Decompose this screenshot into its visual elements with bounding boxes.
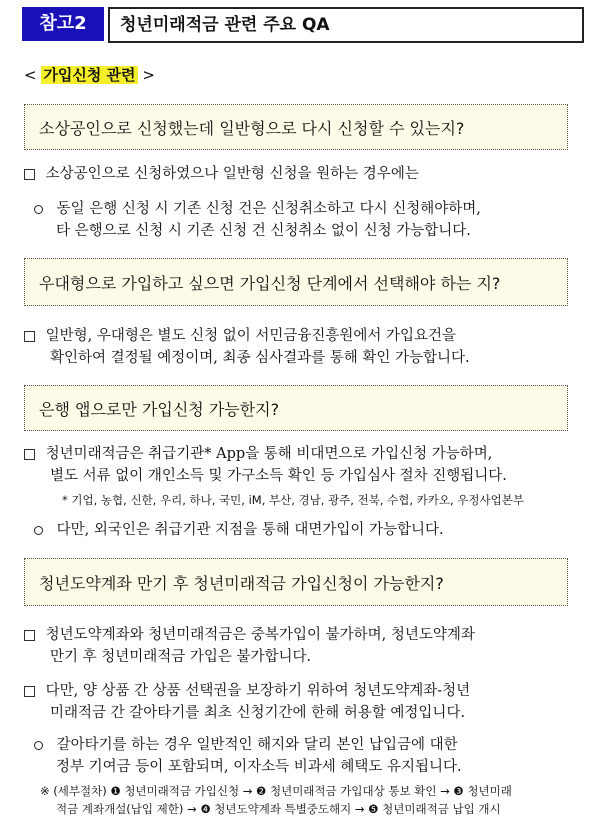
paragraph-text: 일반형, 우대형은 별도 신청 없이 서민금융진흥원에서 가입요건을 (45, 328, 457, 344)
sub-paragraph (34, 198, 594, 242)
question-text: 우대형으로 가입하고 싶으면 가입신청 단계에서 선택해야 하는 지? (39, 273, 501, 293)
circle-bullet-icon (34, 526, 43, 535)
circle-bullet-icon (34, 205, 43, 214)
checkbox-square-icon (24, 449, 35, 460)
question-box-1 (24, 104, 568, 150)
paragraph-text: 다만, 외국인은 취급기관 지점을 통해 대면가입이 가능합니다. (56, 522, 444, 538)
paragraph-text: 확인하여 결정될 예정이며, 최종 심사결과를 통해 확인 가능합니다. (50, 350, 470, 366)
question-text: 은행 앱으로만 가입신청 가능한지? (39, 399, 280, 419)
paragraph (24, 680, 584, 724)
sub-paragraph (34, 519, 594, 541)
paragraph-text: 별도 서류 없이 개인소득 및 가구소득 확인 등 가입심사 절차 진행됩니다. (50, 468, 507, 484)
question-text: 청년도약계좌 만기 후 청년미래적금 가입신청이 가능한지? (39, 573, 444, 593)
paragraph (24, 163, 584, 185)
paragraph-text: 정부 기여금 등이 포함되며, 이자소득 비과세 혜택도 유지됩니다. (56, 759, 462, 775)
question-box-2 (24, 258, 568, 306)
paragraph-text: 타 은행으로 신청 시 기존 신청 건 신청취소 없이 신청 가능합니다. (56, 223, 471, 239)
checkbox-square-icon (24, 630, 35, 641)
paragraph-text: 갈아타기를 하는 경우 일반적인 해지와 달리 본인 납입금에 대한 (56, 737, 458, 753)
paragraph-text: 청년미래적금은 취급기관* App을 통해 비대면으로 가입신청 가능하며, (45, 446, 493, 462)
procedure-note (40, 782, 600, 818)
paragraph-text: 만기 후 청년미래적금 가입은 불가합니다. (50, 649, 312, 665)
checkbox-square-icon (24, 331, 35, 342)
question-box-3 (24, 385, 568, 431)
paragraph (24, 624, 584, 668)
paragraph-text: 청년도약계좌와 청년미래적금은 중복가입이 불가하며, 청년도약계좌 (45, 627, 475, 643)
footnote: * 기업, 농협, 신한, 우리, 하나, 국민, iM, 부산, 경남, 광주, 전북, 수협, 카카오, 우정사업본부 (62, 493, 524, 507)
checkbox-square-icon (24, 686, 35, 697)
paragraph-text: 동일 은행 신청 시 기존 신청 건은 신청취소하고 다시 신청해야하며, (56, 201, 481, 217)
note-line: ※ (세부절차) ❶ 청년미래적금 가입신청 → ❷ 청년미래적금 가입대상 통보 확인 → ❸ 청년미래 (40, 784, 512, 798)
paragraph-text: 미래적금 간 갈아타기를 최초 신청기간에 한해 허용할 예정입니다. (50, 705, 466, 721)
sub-paragraph (34, 734, 594, 778)
question-text: 소상공인으로 신청했는데 일반형으로 다시 신청할 수 있는지? (39, 118, 465, 138)
section-suffix: > (142, 66, 155, 84)
page-title: 청년미래적금 관련 주요 QA (108, 7, 584, 43)
paragraph (24, 443, 584, 487)
section-heading (24, 64, 155, 85)
paragraph-text: 다만, 양 상품 간 상품 선택권을 보장하기 위하여 청년도약계좌-청년 (45, 683, 471, 699)
checkbox-square-icon (24, 169, 35, 180)
question-box-4 (24, 558, 568, 606)
reference-tag: 참고2 (22, 7, 104, 41)
circle-bullet-icon (34, 741, 43, 750)
section-prefix: < (24, 66, 37, 84)
note-line: 적금 계좌개설(납입 제한) → ❹ 청년도약계좌 특별중도해지 → ❺ 청년미래적금 납입 개시 (56, 802, 501, 816)
paragraph-text: 소상공인으로 신청하였으나 일반형 신청을 원하는 경우에는 (45, 166, 419, 182)
section-label: 가입신청 관련 (43, 66, 136, 84)
paragraph (24, 325, 584, 369)
